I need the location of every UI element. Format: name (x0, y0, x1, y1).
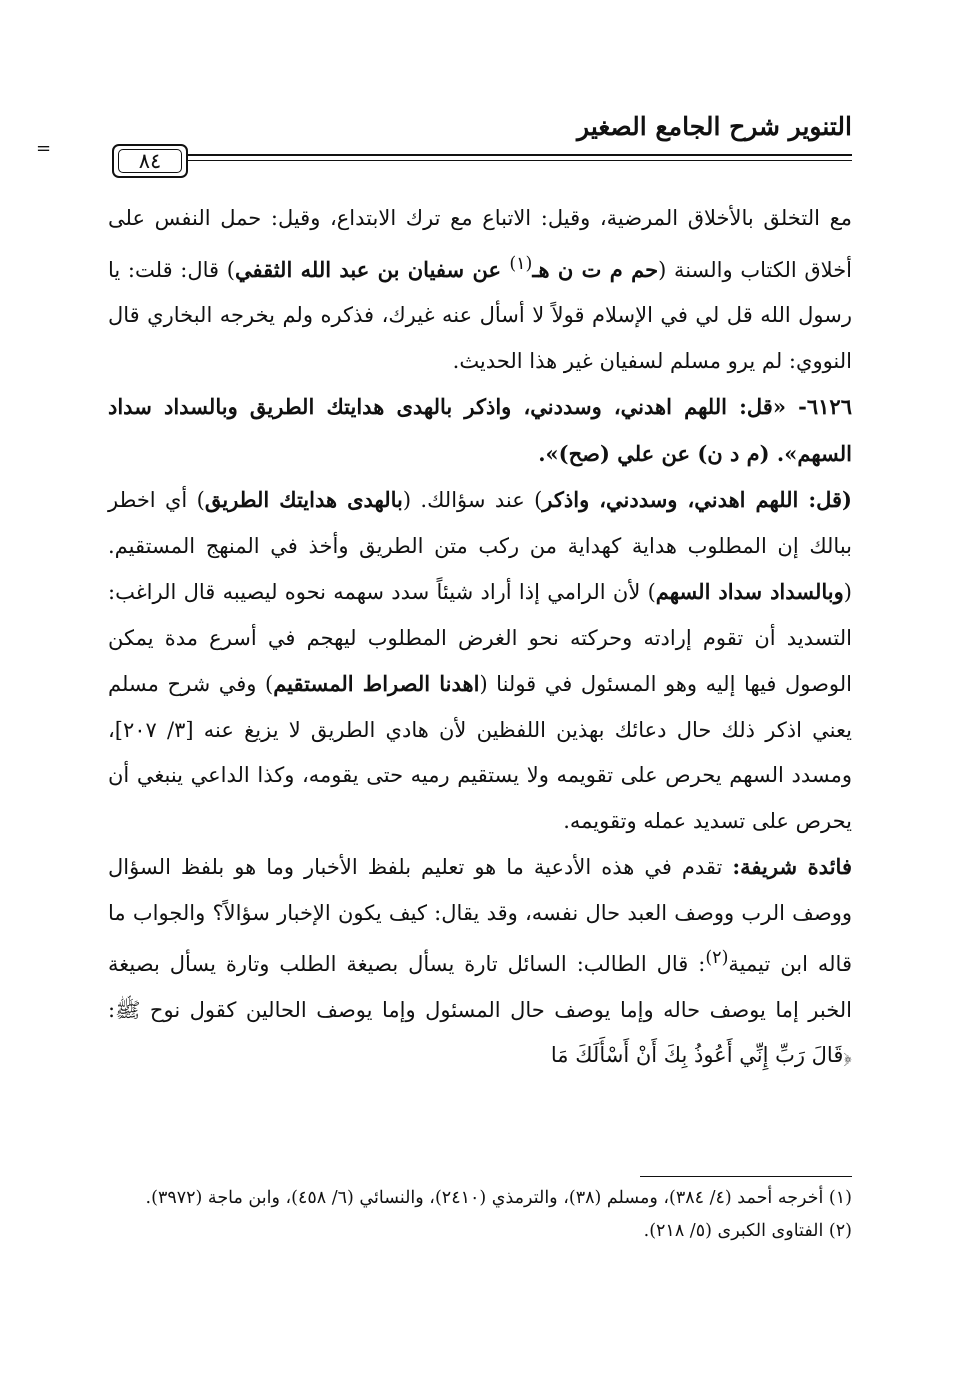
page-header (108, 108, 852, 188)
page-body (108, 196, 852, 1079)
footnotes (108, 1182, 852, 1248)
footnote-1: (١) أخرجه أحمد (٤/ ٣٨٤)، ومسلم (٣٨)، والترمذي (٢٤١٠)، والنسائي (٦/ ٤٥٨)، وابن ماجة (٣٩٧٢). (145, 1188, 852, 1208)
paragraph: فائدة شريفة: تقدم في هذه الأدعية ما هو تعليم بلفظ الأخبار وما هو بلفظ السؤال ووصف الرب ووصف العبد حال نفسه، وقد يقال: كيف يكون الإخبار سؤالاً؟ والجواب ما قاله ابن تيمية$^{(٢)}$: قال الطالب: السائل تارة يسأل بصيغة الطلب وتارة يسأل بصيغة الخبر إما يوصف حاله وإما يوصف حال المسئول وإما يوصف الحالين كقول نوح ﷺ: ﴿قَالَ رَبِّ إِنِّي أَعُوذُ بِكَ أَنْ أَسْأَلَكَ مَا (108, 854, 852, 1067)
header-rule (188, 154, 852, 156)
footnote-2: (٢) الفتاوى الكبرى (٥/ ٢١٨). (643, 1221, 852, 1241)
page-number-box (112, 144, 188, 178)
footnote-ref: (٢) (705, 948, 729, 968)
text: مع التخلق بالأخلاق المرضية، وقيل: الاتباع مع ترك الابتداع، وقيل: حمل النفس على أخلاق الكتاب والسنة ( (108, 206, 853, 282)
text: ) قال: قلت: يا رسول الله قل لي في الإسلام قولاً لا أسأل عنه غيرك، فذكره ولم يخرجه البخاري قال النووي: لم يرو مسلم لسفيان غير هذا الحديث. (108, 257, 852, 373)
paragraph: (قل: اللهم اهدني، وسددني، واذكر) عند سؤالك. (بالهدى هدايتك الطريق) أي اخطر ببالك إن المطلوب هداية كهداية من ركب متن الطريق وأخذ في المنهج المستقيم. (وبالسداد سداد السهم) لأن الرامي إذا أراد شيئاً سدد سهمه نحوه ليصيبه قال الراغب: التسديد أن تقوم إرادته وحركته نحو الغرض المطلوب ليهجم في أسرع مدة يمكن الوصول فيها إليه وهو المسئول في قولنا (اهدنا الصراط المستقيم) وفي شرح مسلم يعني اذكر ذلك حال دعائك بهذين اللفظين لأن هادي الطريق لا يزيغ عنه [٣/ ٢٠٧]، ومسدد السهم يحرص على تقويمه ولا يستقيم رميه حتى يقومه، وكذا الداعي ينبغي أن يحرص على تسديد عمله وتقويمه. (108, 487, 852, 833)
header-mark: = (36, 138, 52, 159)
page-number: ٨٤ (138, 149, 162, 173)
footnote-separator (640, 1176, 852, 1177)
source-codes: حم م ت ن هـ (532, 256, 659, 282)
footnote-ref: (١) (509, 253, 533, 274)
hadith-text: ٦١٢٦- «قل: اللهم اهدني، وسددني، واذكر بالهدى هدايتك الطريق وبالسداد سداد السهم». (م د ن) عن علي (صح)». (108, 394, 852, 466)
header-rule-thin (188, 160, 852, 161)
narrator: عن سفيان بن عبد الله الثقفي (234, 256, 510, 282)
book-title: التنوير شرح الجامع الصغير (577, 112, 852, 141)
paragraph (108, 196, 852, 384)
